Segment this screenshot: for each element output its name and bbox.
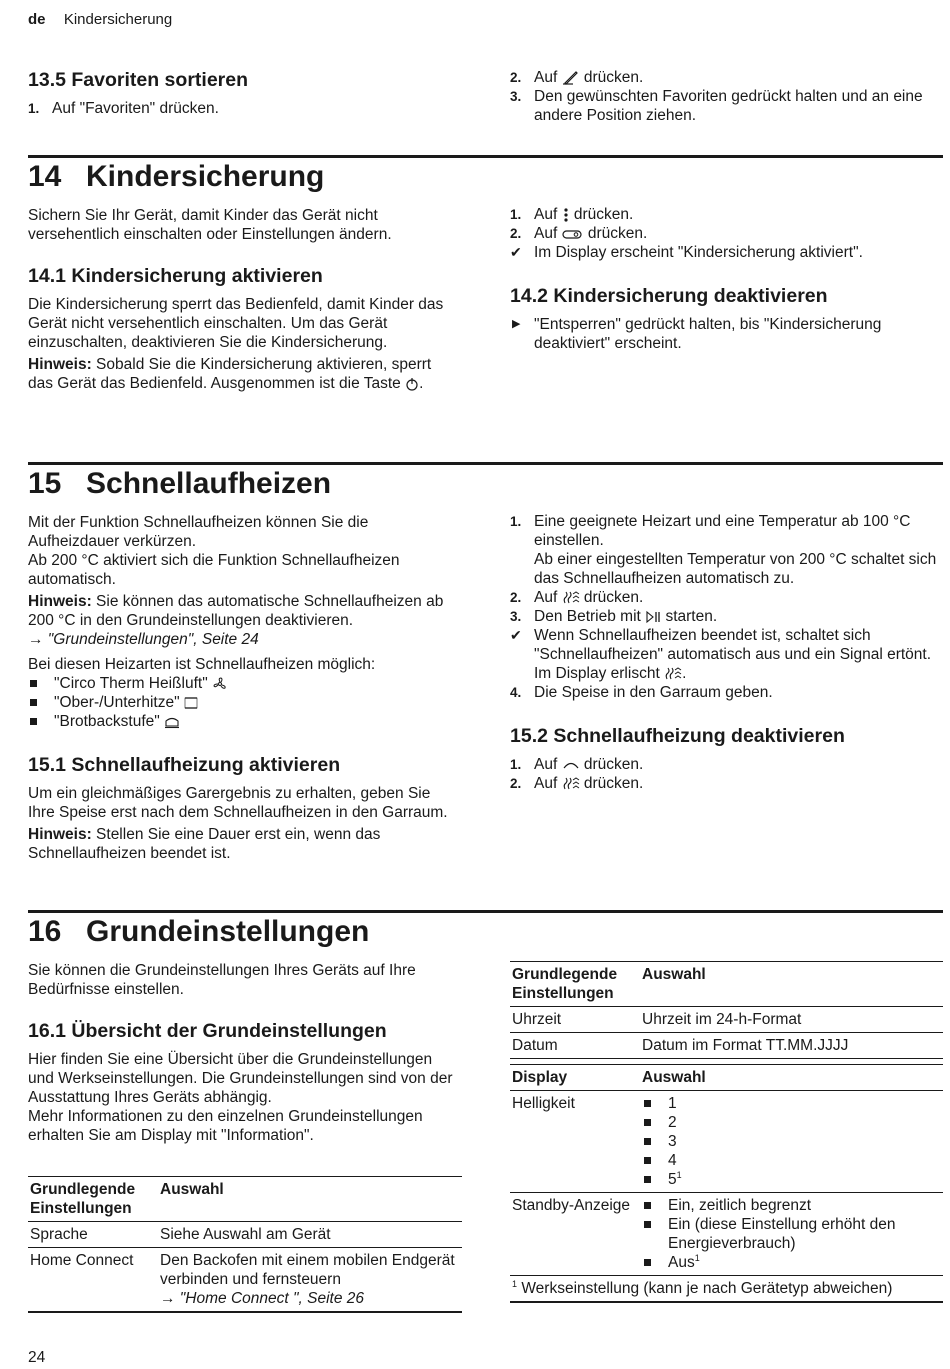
check-icon: ✔ [510, 244, 522, 260]
body-text: Hier finden Sie eine Übersicht über die Grundeinstellungen und Werkseinstellungen. Die Grundeinstellungen sind von der Ausstattung Ihres Geräts abhängig. [28, 1051, 453, 1106]
pencil-icon [562, 70, 580, 85]
settings-table-basic [28, 1176, 462, 1313]
check-icon: ✔ [510, 627, 522, 643]
table-footnote: $^1$ Werkseinstellung (kann je nach Gerätetyp abweichen) [510, 1276, 943, 1303]
rapid-heat-icon [562, 776, 580, 791]
intro-text: Mit der Funktion Schnellaufheizen können Sie die Aufheizdauer verkürzen. [28, 514, 369, 550]
list-item: 1 [642, 1094, 941, 1113]
step: 2. Auf drücken. [510, 589, 644, 606]
fan-icon [212, 677, 228, 691]
arrow-icon: ▶ [512, 318, 521, 330]
column-header: Display [512, 1069, 568, 1086]
page-header [28, 10, 172, 29]
table-row: Datum Datum im Format TT.MM.JJJJ [510, 1033, 943, 1059]
top-bottom-heat-icon [184, 696, 198, 710]
table-row: Uhrzeit Uhrzeit im 24-h-Format [510, 1007, 943, 1033]
list-item: 3 [642, 1132, 941, 1151]
cross-reference-link[interactable]: → "Home Connect ", Seite 26 [160, 1290, 364, 1307]
column-header: Grundlegende Einstellungen [512, 966, 618, 1002]
body-text: Mehr Informationen zu den einzelnen Grundeinstellungen erhalten Sie am Display mit "Information". [28, 1108, 423, 1144]
list-item: "Brotbackstufe" [28, 712, 460, 731]
section-rule [28, 462, 943, 465]
heating-mode-icon [562, 759, 580, 771]
more-menu-icon [562, 207, 570, 223]
settings-table-display [510, 1064, 943, 1303]
intro-text: Sie können die Grundeinstellungen Ihres Geräts auf Ihre Bedürfnisse einstellen. [28, 962, 416, 998]
section-rule [28, 910, 943, 913]
chapter-title: 14 Kindersicherung [28, 160, 325, 193]
step-result: ✔ Wenn Schnellaufheizen beendet ist, schaltet sich "Schnellaufheizen" automatisch aus und ein Signal ertönt. Im Display erlischt . [510, 627, 932, 682]
section-title: 16.1 Übersicht der Grundeinstellungen [28, 1020, 387, 1042]
chapter-title: 15 Schnellaufheizen [28, 467, 332, 500]
list-item: 2 [642, 1113, 941, 1132]
step: 1. Auf drücken. [510, 756, 644, 773]
step: 3. Den Betrieb mit starten. [510, 608, 718, 625]
column-header: Auswahl [642, 1069, 706, 1086]
table-row: Helligkeit 1 2 3 4 $5^1$ [510, 1091, 943, 1193]
note: Hinweis: Stellen Sie eine Dauer erst ein, wenn das Schnellaufheizen beendet ist. [28, 826, 381, 862]
section-13-5-steps [510, 68, 940, 125]
power-icon [405, 377, 419, 391]
intro-text: Ab 200 °C aktiviert sich die Funktion Schnellaufheizen automatisch. [28, 552, 400, 588]
step: ▶ "Entsperren" gedrückt halten, bis "Kindersicherung deaktiviert" erscheint. [512, 316, 882, 352]
header-title: Kindersicherung [63, 11, 173, 28]
rapid-heat-icon [664, 666, 682, 681]
step: 2. Auf drücken. [510, 225, 648, 242]
section-14 [28, 160, 460, 393]
list-item: 4 [642, 1151, 941, 1170]
section-15 [28, 467, 460, 863]
section-rule [28, 155, 943, 158]
section-16 [28, 915, 460, 1145]
column-header: Grundlegende Einstellungen [30, 1181, 136, 1217]
list-item: $5^1$ [642, 1170, 941, 1189]
step: 2. Auf drücken. [510, 69, 644, 86]
list-intro: Bei diesen Heizarten ist Schnellaufheizen möglich: [28, 656, 376, 673]
column-header: Auswahl [642, 966, 706, 983]
intro-text: Sichern Sie Ihr Gerät, damit Kinder das Gerät nicht versehentlich einschalten oder Einstellungen ändern. [28, 207, 392, 243]
list-item: "Ober-/Unterhitze" [28, 693, 460, 712]
page-number: 24 [28, 1349, 46, 1366]
step: 2. Auf drücken. [510, 775, 644, 792]
column-header: Auswahl [160, 1181, 224, 1198]
step: 1. Eine geeignete Heizart und eine Temperatur ab 100 °C einstellen. Ab einer eingestellten Temperatur von 200 °C schaltet sich das Schnellaufheizen automatisch zu. [510, 513, 937, 587]
table-row: Sprache Siehe Auswahl am Gerät [28, 1222, 462, 1248]
step: 4. Die Speise in den Garraum geben. [510, 684, 773, 701]
list-item: Ein, zeitlich begrenzt [642, 1196, 941, 1215]
body-text: Die Kindersicherung sperrt das Bedienfeld, damit Kinder das Gerät nicht versehentlich einschalten. Um das Gerät einzuschalten, deaktivieren Sie die Kindersicherung. [28, 296, 444, 351]
section-title: 14.2 Kindersicherung deaktivieren [510, 285, 828, 307]
list-item: Aus$^1$ [642, 1253, 941, 1272]
section-title: 14.1 Kindersicherung aktivieren [28, 265, 323, 287]
rapid-heat-icon [562, 590, 580, 605]
language-code: de [28, 11, 46, 28]
table-row: Home Connect Den Backofen mit einem mobilen Endgerät verbinden und fernsteuern → "Home Connect ", Seite 26 [28, 1248, 462, 1313]
section-title: 15.2 Schnellaufheizung deaktivieren [510, 725, 845, 747]
section-title: 13.5 Favoriten sortieren [28, 69, 249, 91]
step: 3. Den gewünschten Favoriten gedrückt halten und an eine andere Position ziehen. [510, 88, 923, 124]
body-text: Um ein gleichmäßiges Garergebnis zu erhalten, geben Sie Ihre Speise erst nach dem Schnellaufheizen in den Garraum. [28, 785, 448, 821]
list-item: "Circo Therm Heißluft" [28, 674, 460, 693]
bread-icon [164, 715, 180, 729]
section-13-5 [28, 68, 460, 118]
key-lock-icon [562, 227, 584, 241]
section-14-steps [510, 205, 940, 353]
start-pause-icon [645, 610, 661, 624]
note: Hinweis: Sie können das automatische Schnellaufheizen ab 200 °C in den Grundeinstellungen deaktivieren. [28, 593, 444, 629]
step-result: ✔ Im Display erscheint "Kindersicherung aktiviert". [510, 244, 863, 261]
step: 1. Auf drücken. [510, 206, 634, 223]
list-item: Ein (diese Einstellung erhöht den Energieverbrauch) [642, 1215, 941, 1253]
section-title: 15.1 Schnellaufheizung aktivieren [28, 754, 341, 776]
section-15-steps [510, 512, 940, 793]
chapter-title: 16 Grundeinstellungen [28, 915, 370, 948]
settings-table-time [510, 961, 943, 1059]
cross-reference-link[interactable]: → "Grundeinstellungen", Seite 24 [28, 631, 259, 648]
note: Hinweis: Sobald Sie die Kindersicherung aktivieren, sperrt das Gerät das Bedienfeld. Ausgenommen ist die Taste . [28, 356, 432, 392]
step: 1. Auf "Favoriten" drücken. [28, 100, 219, 117]
table-row: Standby-Anzeige Ein, zeitlich begrenzt Ein (diese Einstellung erhöht den Energieverbrauch) Aus$^1$ [510, 1193, 943, 1276]
